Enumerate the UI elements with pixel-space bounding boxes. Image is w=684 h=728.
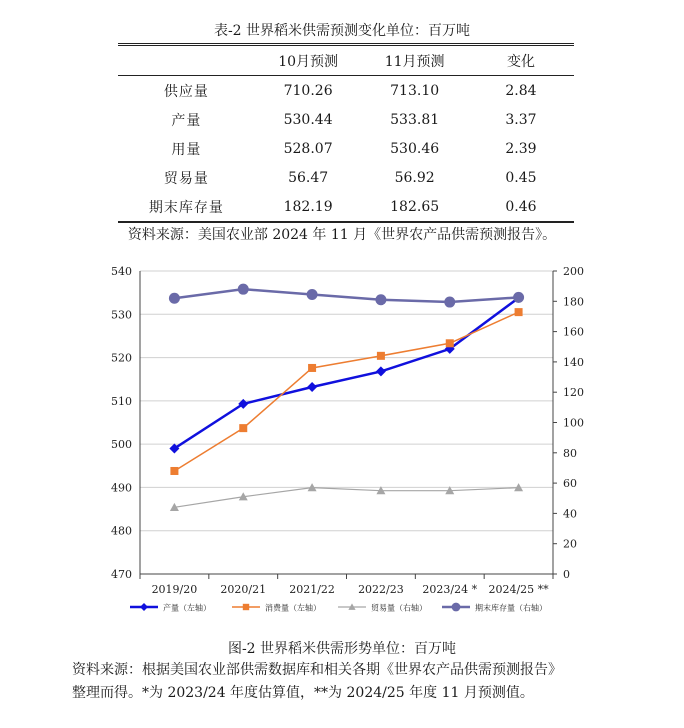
table-row	[118, 105, 574, 134]
right-axis-tick-label: 60	[563, 477, 577, 491]
left-axis-tick-label: 500	[111, 438, 132, 452]
series-line	[174, 298, 518, 449]
chart-series	[169, 284, 524, 511]
x-axis-tick-label: 2021/22	[289, 583, 335, 596]
data-point-square	[377, 352, 385, 360]
table-header-cell: 10月预测	[255, 45, 362, 76]
table-row	[118, 76, 574, 106]
right-axis-tick-label: 0	[563, 568, 570, 581]
data-point-circle	[169, 293, 180, 304]
legend-label: 贸易量（右轴）	[371, 603, 427, 613]
row-label: 供应量	[163, 83, 209, 100]
right-axis-tick-label: 80	[563, 446, 577, 460]
right-axis-tick-label: 180	[563, 295, 584, 309]
data-point-square	[446, 339, 454, 347]
data-point-circle	[307, 289, 318, 300]
legend-label: 产量（左轴）	[163, 603, 211, 613]
series-line	[174, 312, 518, 471]
table-cell: 533.81	[390, 111, 440, 128]
table-cell: 530.46	[390, 140, 440, 157]
table-cell: 182.65	[361, 192, 468, 222]
data-point-circle	[513, 292, 524, 303]
x-axis-tick-label: 2022/23	[358, 583, 404, 596]
table-cell: 182.19	[255, 192, 362, 222]
chart-gridlines	[140, 271, 553, 574]
table-cell: 2.39	[505, 140, 537, 157]
legend-label: 期末库存量（右轴）	[475, 603, 547, 613]
table-cell: 0.45	[505, 169, 537, 186]
row-label: 贸易量	[163, 170, 209, 187]
table-cell: 2.84	[505, 82, 537, 99]
legend-label: 消费量（左轴）	[265, 603, 321, 613]
figure-source-note: 资料来源：根据美国农业部供需数据库和相关各期《世界农产品供需预测报告》	[72, 662, 562, 678]
right-axis-tick-label: 140	[563, 355, 584, 369]
data-point-square	[170, 467, 178, 475]
rice-trend-chart	[0, 258, 684, 630]
table-row	[118, 163, 574, 192]
left-axis-tick-label: 480	[111, 524, 132, 538]
table-cell: 713.10	[390, 82, 440, 99]
table-header-row	[118, 45, 574, 76]
data-point-circle	[375, 294, 386, 305]
table-cell: 56.47	[288, 169, 329, 186]
right-axis-tick-label: 160	[563, 325, 584, 339]
table-cell: 710.26	[283, 82, 333, 99]
right-axis-tick-label: 200	[563, 265, 584, 278]
table-cell: 3.37	[505, 111, 537, 128]
table-row	[118, 192, 574, 222]
x-axis-tick-label: 2019/20	[151, 583, 198, 596]
right-axis-tick-label: 100	[563, 416, 584, 430]
data-point-circle	[452, 603, 461, 612]
data-point-square	[243, 604, 249, 610]
series-line	[174, 488, 518, 508]
table-source-note: 资料来源：美国农业部 2024 年 11 月《世界农产品供需预测报告》。	[127, 227, 557, 243]
right-axis-tick-label: 20	[563, 537, 577, 551]
x-axis-tick-label: 2020/21	[220, 583, 267, 596]
data-point-square	[239, 424, 247, 432]
table-cell: 0.46	[468, 192, 574, 222]
series-line	[174, 289, 518, 302]
table-row	[118, 134, 574, 163]
left-axis-tick-label: 520	[111, 351, 132, 365]
table-header-cell	[118, 45, 255, 76]
table-header-cell: 11月预测	[361, 45, 468, 76]
rice-supply-demand-table	[118, 43, 574, 223]
left-axis-tick-label: 540	[111, 265, 132, 278]
table-cell: 530.44	[283, 111, 333, 128]
table-cell: 528.07	[283, 140, 333, 157]
figure-title: 图-2 世界稻米供需形势单位：百万吨	[227, 641, 457, 657]
right-axis-tick-label: 40	[563, 507, 577, 521]
data-point-square	[515, 308, 523, 316]
data-point-diamond	[140, 603, 148, 611]
left-axis-tick-label: 510	[111, 394, 132, 408]
row-label: 期末库存量	[118, 192, 255, 222]
data-point-diamond	[307, 382, 317, 392]
chart-legend	[130, 603, 547, 613]
left-axis-tick-label: 490	[111, 481, 132, 495]
x-axis-tick-label: 2024/25 **	[488, 583, 549, 596]
figure-footnote: 整理而得。*为 2023/24 年度估算值，**为 2024/25 年度 11 月预测值。	[72, 685, 534, 701]
data-point-square	[308, 364, 316, 372]
row-label: 产量	[171, 112, 202, 129]
row-label: 用量	[171, 141, 202, 158]
data-point-diamond	[376, 366, 386, 376]
table-title: 表-2 世界稻米供需预测变化单位：百万吨	[213, 23, 471, 39]
left-axis-tick-label: 470	[111, 568, 132, 581]
data-point-circle	[238, 284, 249, 295]
table-header-cell: 变化	[468, 45, 574, 76]
right-axis-tick-label: 120	[563, 386, 584, 400]
left-axis-tick-label: 530	[111, 308, 132, 322]
x-axis-tick-label: 2023/24 *	[422, 583, 478, 596]
data-point-circle	[444, 297, 455, 308]
table-cell: 56.92	[394, 169, 435, 186]
